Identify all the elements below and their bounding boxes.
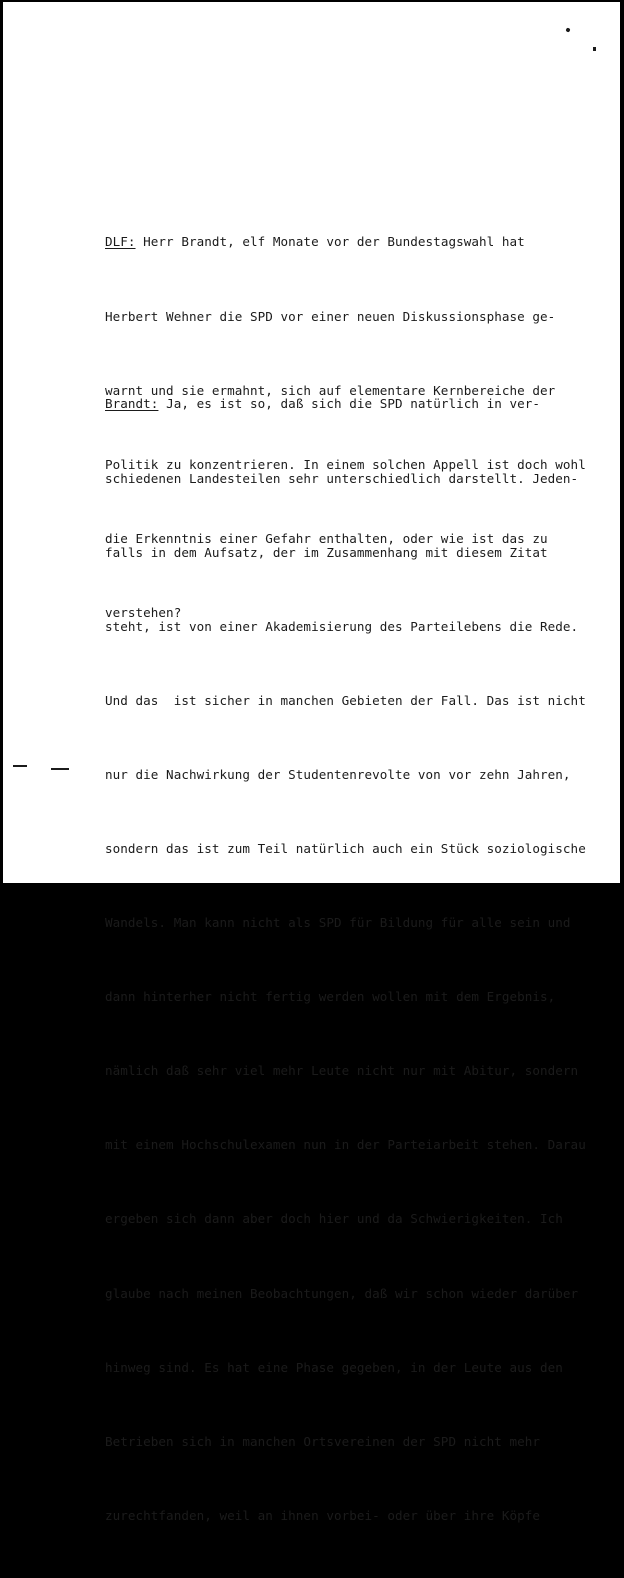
text-line: ergeben sich dann aber doch hier und da Schwierigkeiten. Ich (105, 1211, 563, 1227)
text-line: zurechtfanden, weil an ihnen vorbei- oder über ihre Köpfe (105, 1507, 541, 1523)
text-line: nämlich daß sehr viel mehr Leute nicht nur mit Abitur, sondern (105, 1063, 579, 1079)
text-line: die Erkenntnis einer Gefahr enthalten, oder wie ist das zu (105, 530, 548, 546)
text-line: Herbert Wehner die SPD vor einer neuen Diskussionsphase ge- (105, 308, 556, 324)
speaker-label: DLF: (105, 234, 136, 250)
text-line: Und das ist sicher in manchen Gebieten der Fall. Das ist nicht (105, 692, 586, 708)
margin-mark (51, 768, 69, 770)
text-line: Brandt: Ja, es ist so, daß sich die SPD natürlich in ver- (105, 396, 541, 412)
text-line: hinweg sind. Es hat eine Phase gegeben, in der Leute aus den (105, 1359, 563, 1375)
text-line: verstehen? (105, 604, 182, 620)
text-line: Wandels. Man kann nicht als SPD für Bildung für alle sein und (105, 915, 571, 931)
text-line: falls in dem Aufsatz, der im Zusammenhang mit diesem Zitat (105, 544, 548, 560)
text-line: sondern das ist zum Teil natürlich auch ein Stück soziologische (105, 840, 586, 856)
text-line: steht, ist von einer Akademisierung des Parteilebens die Rede. (105, 618, 579, 634)
text-line: glaube nach meinen Beobachtungen, daß wir schon wieder darüber (105, 1285, 579, 1301)
typewritten-page (3, 2, 620, 1523)
text-line: schiedenen Landesteilen sehr unterschiedlich darstellt. Jeden- (105, 470, 579, 486)
text-line: mit einem Hochschulexamen nun in der Parteiarbeit stehen. Darau (105, 1137, 586, 1153)
ink-speck (565, 27, 570, 32)
text-line: nur die Nachwirkung der Studentenrevolte von vor zehn Jahren, (105, 766, 571, 782)
text-line: warnt und sie ermahnt, sich auf elementare Kernbereiche der (105, 382, 556, 398)
speaker-label: Brandt: (105, 396, 159, 412)
margin-mark (13, 765, 27, 767)
ink-speck (593, 47, 596, 51)
text-line: DLF: Herr Brandt, elf Monate vor der Bundestagswahl hat (105, 234, 525, 250)
paragraph-brandt-answer (105, 343, 605, 1578)
text-line: dann hinterher nicht fertig werden wollen mit dem Ergebnis, (105, 989, 556, 1005)
text-line: Politik zu konzentrieren. In einem solchen Appell ist doch wohl (105, 456, 586, 472)
text-line: Betrieben sich in manchen Ortsvereinen der SPD nicht mehr (105, 1433, 541, 1449)
